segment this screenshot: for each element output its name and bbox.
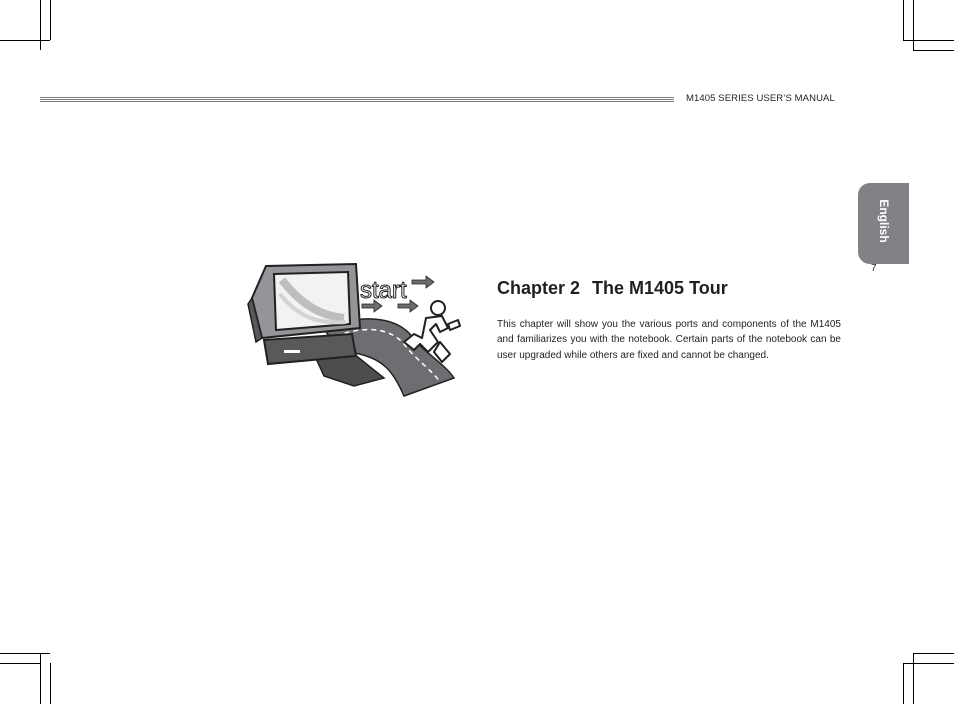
start-computer-illustration: [244, 258, 464, 400]
start-word: start: [360, 277, 407, 304]
chapter-number: Chapter 2: [497, 278, 581, 298]
page-number: 7: [871, 263, 877, 274]
chapter-intro-paragraph: This chapter will show you the various ports and components of the M1405 and familiarizes you with the notebook. Certain parts of the notebook can be user upgraded while others are fixed and cannot be changed.: [497, 319, 841, 361]
running-header: M1405 SERIES USER’S MANUAL: [686, 93, 835, 104]
chapter-heading: [497, 278, 728, 299]
language-tab-label: English: [876, 199, 891, 243]
chapter-title: The M1405 Tour: [592, 278, 728, 298]
language-tab: [858, 183, 909, 264]
header-rule: [40, 97, 674, 102]
